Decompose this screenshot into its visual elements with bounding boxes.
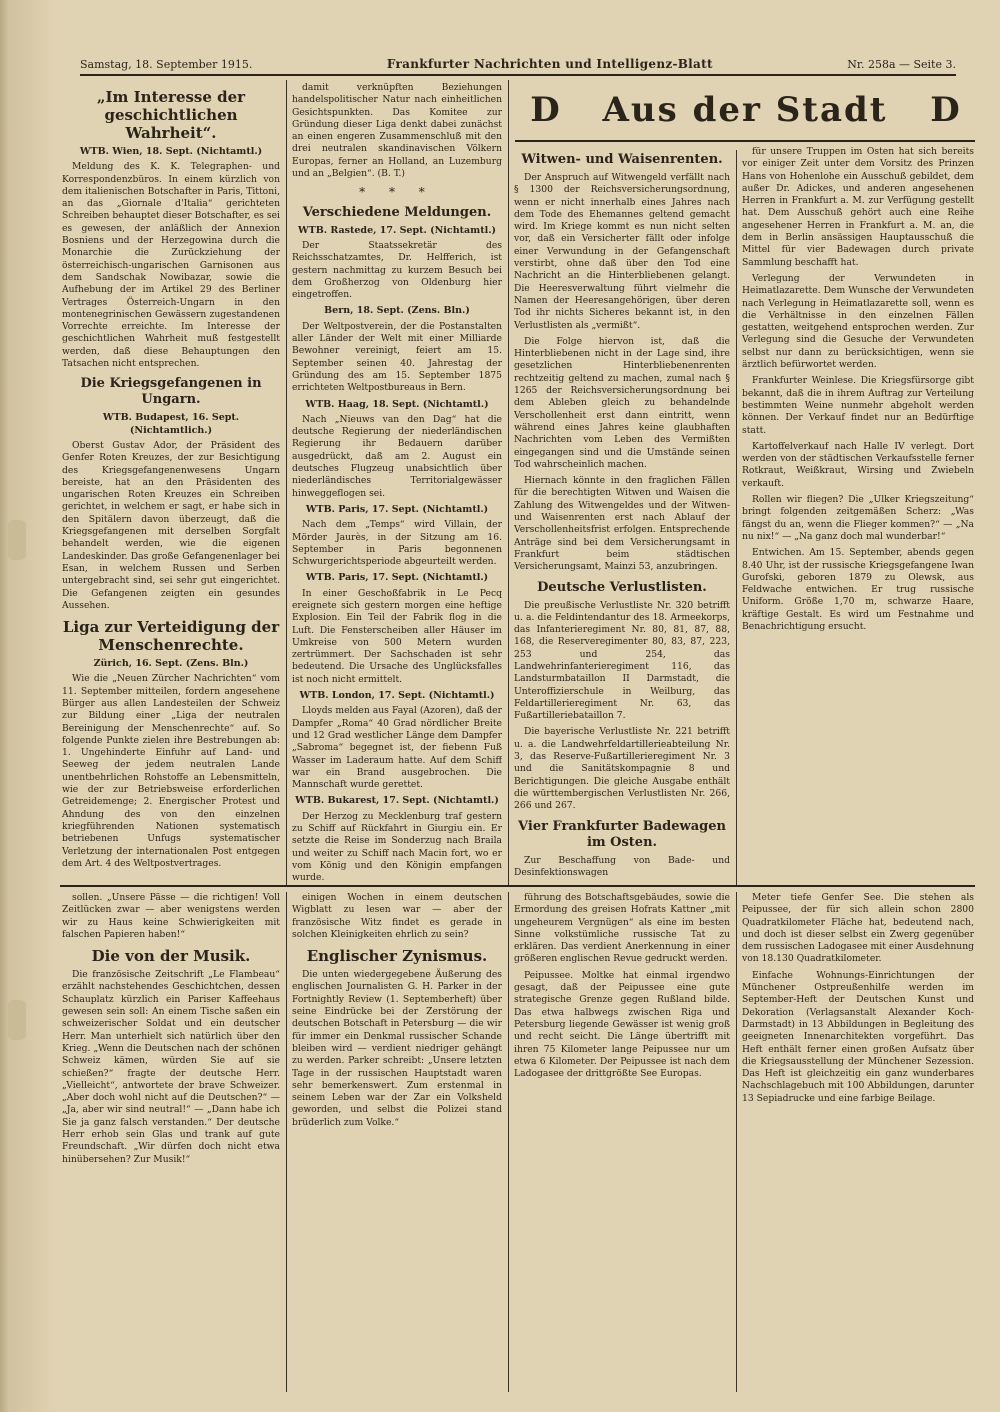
article-text: Hiernach könnte in den fraglichen Fällen für die berechtigten Witwen und Waisen die Zahlung des Witwengeldes und der Witwen- und Waisenrenten erst nach Ablauf der Verschollenheitsfrist erfolgen. Entsprechende Anträge sind bei dem Versicherungsamt in Frankfurt beim städtischen Versicherungsamt, Mainzi 53, anzubringen. — [514, 475, 730, 573]
article-text: Rollen wir fliegen? Die „Ulker Kriegszeitung“ bringt folgenden zeitgemäßen Scherz: „Was fängst du an, wenn die Flieger kommen?“ — „Na nu nix!“ — „Na ganz doch mal wunderbar!“ — [742, 494, 974, 542]
ornament-right-icon: D — [930, 90, 960, 130]
article-text: einigen Wochen in einem deutschen Wigblatt zu lesen war — aber der französische Witz findet es gerade in solchen Kleinigkeiten ehrlich zu sein? — [292, 892, 502, 940]
article-headline: Deutsche Verlustlisten. — [537, 579, 707, 595]
bottom-column-2 — [292, 892, 502, 1397]
dateline: Zürich, 16. Sept. (Zens. Bln.) — [93, 658, 249, 670]
article-text: Oberst Gustav Ador, der Präsident des Genfer Roten Kreuzes, der zur Besichtigung des Kriegsgefangenenwesens Ungarn bereiste, hat an den Präsidenten des ungarischen Roten Kreuzes ein Schreiben gerichtet, in welchem er sagt, er habe sich in den Spitälern davon überzeugt, daß die Kriegsgefangenen mit derselben Sorgfalt behandelt werden, wie die eigenen Landeskinder. Das große Gefangenenlager bei Esan, in welchem Russen und Serben untergebracht sind, sei sehr gut eingerichtet. Die Gefangenen zeigten ein gesundes Aussehen. — [62, 439, 280, 611]
article-headline: Verschiedene Meldungen. — [302, 204, 492, 220]
column-1 — [62, 82, 280, 882]
article-text: Der Anspruch auf Witwengeld verfällt nach § 1300 der Reichsversicherungsordnung, wenn er nicht innerhalb eines Jahres nach dem Tode des Ehemannes geltend gemacht wird. Im Kriege kommt es nun nicht selten vor, daß ein Versicherter fällt oder infolge einer Verwundung in der Gefangenschaft verstirbt, ohne daß über den Tod eine Nachricht an die Hinterbliebenen gelangt. Die Heeresverwaltung führt vielmehr die Namen der Heeresangehörigen, über deren Tod ihr nichts Sicheres bekannt ist, in den Verlustlisten als „vermißt“. — [514, 172, 730, 331]
article-text: Einfache Wohnungs-Einrichtungen der Münchener Ostpreußenhilfe werden im September-Heft der Deutschen Kunst und Dekoration (Verlagsanstalt Alexander Koch-Darmstadt) in 13 Abbildungen in Begleitung des geeigneten Innenarchitekten vorgeführt. Das Heft enthält ferner einen großen Aufsatz über die Kriegsausstellung der Münchener Sezession. Das Heft ist gleichzeitig ein ganz wunderbares Nachschlagebuch mit 100 Abbildungen, darunter 13 Sepiadrucke und eine farbige Beilage. — [742, 969, 974, 1104]
binding-hole — [8, 1000, 26, 1040]
article-headline: Die Kriegsgefangenen in Ungarn. — [80, 376, 262, 408]
article-text: Wie die „Neuen Zürcher Nachrichten“ vom 11. September mitteilen, fordern angesehene Bürger aus allen Landesteilen der Schweiz zur Bildung einer „Liga der neutralen Bereinigung der Menschenrechte“ auf. So folgende Punkte zielen ihre Bestrebungen ab: 1. Ungehinderte Einfuhr auf Land- und Seeweg der jedem neutralen Lande unentbehrlichen Rohstoffe an Lebensmitteln, wie der zur Betriebsweise erforderlichen Getreidemenge; 2. Energischer Protest und Ahndung des von den einzelnen kriegführenden Nationen systematisch betriebenen Unfugs systematischer Verletzung der internationalen Post entgegen dem Art. 4 des Weltpostvertrages. — [62, 673, 280, 869]
dateline: WTB. Bukarest, 17. Sept. (Nichtamtl.) — [295, 795, 499, 807]
article-headline: „Im Interesse der geschichtlichen Wahrheit“. — [96, 88, 246, 142]
page-fold — [0, 0, 10, 1412]
dateline: WTB. Rastede, 17. Sept. (Nichtamtl.) — [298, 224, 496, 236]
section-divider: * * * — [359, 185, 435, 200]
article-headline: Die von der Musik. — [91, 947, 251, 966]
binding-hole — [8, 520, 26, 560]
article-text: führung des Botschaftsgebäudes, sowie die Ermordung des greisen Hofrats Kattner „mit ungeheurem Vergnügen“ als eine im besten Sinne volkstümliche russische Tat zu erklären. Das verdient Anerkennung in einer größeren englischen Revue gedruckt werden. — [514, 892, 730, 965]
section-title: Aus der Stadt — [602, 90, 888, 130]
article-text: Peipussee. Moltke hat einmal irgendwo gesagt, daß der Peipussee eine gute strategische Grenze gegen Rußland bilde. Das etwa halbwegs zwischen Riga und Petersburg liegende Gewässer ist wenig groß und recht seicht. Die Länge übertrifft mit ihren 75 Kilometer lange Peipussee nur um etwa 6 Kilometer. Der Peipussee ist nach dem Ladogasee der drittgrößte See Europas. — [514, 969, 730, 1080]
article-text: damit verknüpften Beziehungen handelspolitischer Natur nach einheitlichen Gesichtspunkten. Das Komitee zur Gründung dieser Liga denkt dabei zunächst an einen engeren Zusammenschluß mit den drei neutralen skandinavischen Völkern Europas, ferner an Holland, an Luzemburg und an „Belgien“. (B. T.) — [292, 82, 502, 180]
article-text: Zur Beschaffung von Bade- und Desinfektionswagen — [514, 854, 730, 878]
article-text: Kartoffelverkauf nach Halle IV verlegt. Dort werden von der städtischen Verkaufsstelle ferner Rotkraut, Weißkraut, Wirsing und Zwiebeln verkauft. — [742, 440, 974, 489]
column-3 — [514, 146, 730, 882]
article-text: Nach „Nieuws van den Dag“ hat die deutsche Regierung der niederländischen Regierung ihr Bedauern darüber ausgedrückt, daß am 2. August ein deutsches Flugzeug unabsichtlich über niederländisches Territorialgewässer hinweggeflogen sei. — [292, 413, 502, 499]
article-text: Nach dem „Temps“ wird Villain, der Mörder Jaurès, in der Sitzung am 16. September in Paris begonnenen Schwurgerichtsperiode abgeurteilt werden. — [292, 519, 502, 568]
article-text: für unsere Truppen im Osten hat sich bereits vor einiger Zeit unter dem Vorsitz des Prinzen Hans von Hohenlohe ein Ausschuß gebildet, dem außer Dr. Adickes, und anderen angesehenen Herren in Frankfurt a. M. zur Verfügung gestellt hat. Dem Ausschuß gehört auch eine Reihe angesehener Herren in Frankfurt a. M. an, die dem in Berlin ansässigen Hauptausschuß die Mittel für vier Badewagen durch private Sammlung beschafft hat. — [742, 146, 974, 268]
bottom-column-1 — [62, 892, 280, 1397]
article-text: Der Herzog zu Mecklenburg traf gestern zu Schiff auf Rückfahrt in Giurgiu ein. Er setzte die Reise im Sonderzug nach Braila und weiter zu Schiff nach Macin fort, wo er vom König und den Königin empfangen wurde. — [292, 810, 502, 882]
column-rule — [736, 150, 737, 885]
page-number: Nr. 258a — Seite 3. — [847, 57, 956, 71]
bottom-column-4 — [742, 892, 974, 1397]
column-2 — [292, 82, 502, 882]
article-text: Die preußische Verlustliste Nr. 320 betrifft u. a. die Feldintendantur des 18. Armeekorps, das Infanterieregiment Nr. 80, 81, 87, 88, 168, die Reserveregimenter 80, 83, 87, 223, 253 und 254, das Landwehrinfanterieregiment 116, das Landsturmbataillon II Darmstadt, die Unteroffizierschule in Weilburg, das Feldartillerieregiment Nr. 63, das Fußartilleriebataillon 7. — [514, 599, 730, 722]
dateline: WTB. Paris, 17. Sept. (Nichtamtl.) — [305, 572, 489, 584]
article-text: sollen. „Unsere Pässe — die richtigen! Voll Zeitlücken zwar — aber wenigstens werden wir zu Haus keine Schwierigkeiten mit falschen Papieren haben!“ — [62, 892, 280, 940]
dateline: Bern, 18. Sept. (Zens. Bln.) — [324, 305, 470, 317]
article-headline: Englischer Zynismus. — [306, 947, 488, 966]
column-rule — [286, 892, 287, 1392]
column-4 — [742, 146, 974, 882]
article-text: Die französische Zeitschrift „Le Flambeau“ erzählt nachstehendes Geschichtchen, dessen Schauplatz kürzlich ein Pariser Kaffeehaus gewesen sein soll: An einem Tische saßen ein schweizerischer Soldat und ein deutscher Herr. Man unterhielt sich natürlich über den Krieg. „Wenn die Deutschen nach der schönen Schweiz kämen, würden Sie auf sie schießen?“ fragte der deutsche Herr. „Vielleicht“, antwortete der brave Schweizer. „Aber doch wohl nicht auf die Deutschen?“ — „Ja, aber wir sind neutral!“ — „Dann habe ich Sie ja ganz falsch verstanden.“ Der deutsche Herr erhob sein Glas und trank auf gute Freundschaft. „Wir dürfen doch nicht etwa hinübersehen? Zur Musik!“ — [62, 969, 280, 1165]
masthead: Frankfurter Nachrichten und Intelligenz-Blatt — [386, 57, 713, 71]
article-text: Die bayerische Verlustliste Nr. 221 betrifft u. a. die Landwehrfeldartillerieabteilung Nr. 3, das Reserve-Fußartillerieregiment Nr. 3 und die Sanitätskompagnie 8 und Berichtigungen. Die gleiche Ausgabe enthält die württembergischen Verlustlisten Nr. 266, 266 und 267. — [514, 726, 730, 812]
article-text: In einer Geschoßfabrik in Le Pecq ereignete sich gestern morgen eine heftige Explosion. Ein Teil der Fabrik flog in die Luft. Die Fensterscheiben aller Häuser im Umkreise von 500 Metern wurden zertrümmert. Der Sachschaden ist sehr bedeutend. Die Ursache des Unglücksfalles ist noch nicht ermittelt. — [292, 587, 502, 685]
ornament-left-icon: D — [530, 90, 560, 130]
dateline: WTB. Budapest, 16. Sept. (Nichtamtlich.) — [102, 412, 240, 436]
column-rule — [286, 80, 287, 885]
article-text: Verlegung der Verwundeten in Heimatlazarette. Dem Wunsche der Verwundeten nach Verlegung in Heimatlazarette soll, wenn es die Verhältnisse in den einzelnen Fällen gestatten, weitgehend entsprochen werden. Zur Verlegung sind die Gesuche der Verwundeten selbst nur dann zu berücksichtigen, wenn sie ärztlich befürwortet werden. — [742, 272, 974, 371]
section-banner — [515, 80, 975, 142]
article-headline: Witwen- und Waisenrenten. — [521, 152, 723, 167]
section-rule — [60, 885, 975, 887]
article-text: Der Weltpostverein, der die Postanstalten aller Länder der Welt mit einer Milliarde Bewohner vereinigt, feiert am 15. September seinen 40. Jahrestag der Gründung des am 15. September 1875 errichteten Weltpostbureaus in Bern. — [292, 320, 502, 394]
bottom-column-3 — [514, 892, 730, 1397]
article-text: Die Folge hiervon ist, daß die Hinterbliebenen nicht in der Lage sind, ihre gesetzlichen Hinterbliebenenrenten rechtzeitig geltend zu machen, zumal nach § 1265 der Reichsversicherungsordnung bei dem Ableben gleich zu behandelnde Verschollenheit erst dann eintritt, wenn während eines Jahres keine glaubhaften Nachrichten vom Leben des Vermißten eingegangen sind und die Umstände seinen Tod wahrscheinlich machen. — [514, 335, 730, 470]
dateline: WTB. Wien, 18. Sept. (Nichtamtl.) — [79, 146, 263, 157]
article-text: Lloyds melden aus Fayal (Azoren), daß der Dampfer „Roma“ 40 Grad nördlicher Breite und 12 Grad westlicher Länge dem Dampfer „Sabroma“ begegnet ist, der fiebenn Fuß Wasser im Laderaum hatte. Auf dem Schiff war ein Brand ausgebrochen. Die Mannschaft wurde gerettet. — [292, 705, 502, 791]
article-text: Meter tiefe Genfer See. Die stehen als Peipussee, der für sich allein schon 2800 Quadratkilometer Fläche hat, bedeutend nach, und doch ist dieser selbst ein Zwerg gegenüber dem russischen Ladogasee mit einer Ausdehnung von 18.130 Quadratkilometer. — [742, 892, 974, 965]
dateline: WTB. Haag, 18. Sept. (Nichtamtl.) — [305, 398, 489, 410]
article-text: Der Staatssekretär des Reichsschatzamtes, Dr. Helfferich, ist gestern nachmittag zu kurzem Besuch bei dem Großherzog von Oldenburg hier eingetroffen. — [292, 239, 502, 301]
column-rule — [508, 892, 509, 1392]
dateline: WTB. London, 17. Sept. (Nichtamtl.) — [299, 690, 495, 702]
article-text: Frankfurter Weinlese. Die Kriegsfürsorge gibt bekannt, daß die in ihrem Auftrag zur Verteilung bestimmten Weine nunmehr abgeholt werden können. Der Verkauf findet nur an Bedürftige statt. — [742, 375, 974, 436]
article-headline: Liga zur Verteidigung der Menschenrechte. — [62, 618, 280, 655]
dateline: WTB. Paris, 17. Sept. (Nichtamtl.) — [305, 503, 489, 515]
article-text: Meldung des K. K. Telegraphen- und Korrespondenzbüros. In einem kürzlich von dem italienischen Botschafter in Paris, Tittoni, an das „Giornale d'Italia“ gerichteten Schreiben behauptet dieser Botschafter, es sei es gewesen, der anläßlich der Annexion Bosniens und der Herzegowina durch die Monarchie die Zurückziehung der österreichisch-ungarischen Garnisonen aus dem Sandschak Nowibazar, sowie die Aufhebung der im Artikel 29 des Berliner Vertrages Österreich-Ungarn in den montenegrinischen Gewässern zugestandenen Vorrechte erreichte. Im Interesse der geschichtlichen Wahrheit muß festgestellt werden, daß diese Behauptungen den Tatsachen nicht entsprechen. — [62, 161, 280, 370]
article-text: Entwichen. Am 15. September, abends gegen 8.40 Uhr, ist der russische Kriegsgefangene Iwan Gurofski, geboren 1879 zu Olewsk, aus Feldwache entwichen. Er trug russische Uniform. Größe 1,70 m, schwarze Haare, kräftige Gestalt. Es wird um Festnahme und Benachrichtigung ersucht. — [742, 547, 974, 632]
page-header — [80, 54, 956, 76]
issue-date: Samstag, 18. September 1915. — [80, 57, 253, 71]
column-rule — [736, 892, 737, 1392]
column-rule — [508, 80, 509, 885]
article-headline: Vier Frankfurter Badewagen im Osten. — [518, 818, 726, 850]
article-text: Die unten wiedergegebene Äußerung des englischen Journalisten G. H. Parker in der Fortnightly Review (1. Septemberheft) über seine Eindrücke bei der Zerstörung der deutschen Botschaft in Petersburg — die wir für immer ein Denkmal russischer Schande bleiben wird — verdient niedriger gehängt zu werden. Parker schreibt: „Unsere letzten Tage in der russischen Hauptstadt waren sehr bemerkenswert. Zum erstenmal in seinem Leben war der Zar ein Volksheld geworden, und selbst die Polizei stand brüderlich zum Volke.“ — [292, 969, 502, 1128]
